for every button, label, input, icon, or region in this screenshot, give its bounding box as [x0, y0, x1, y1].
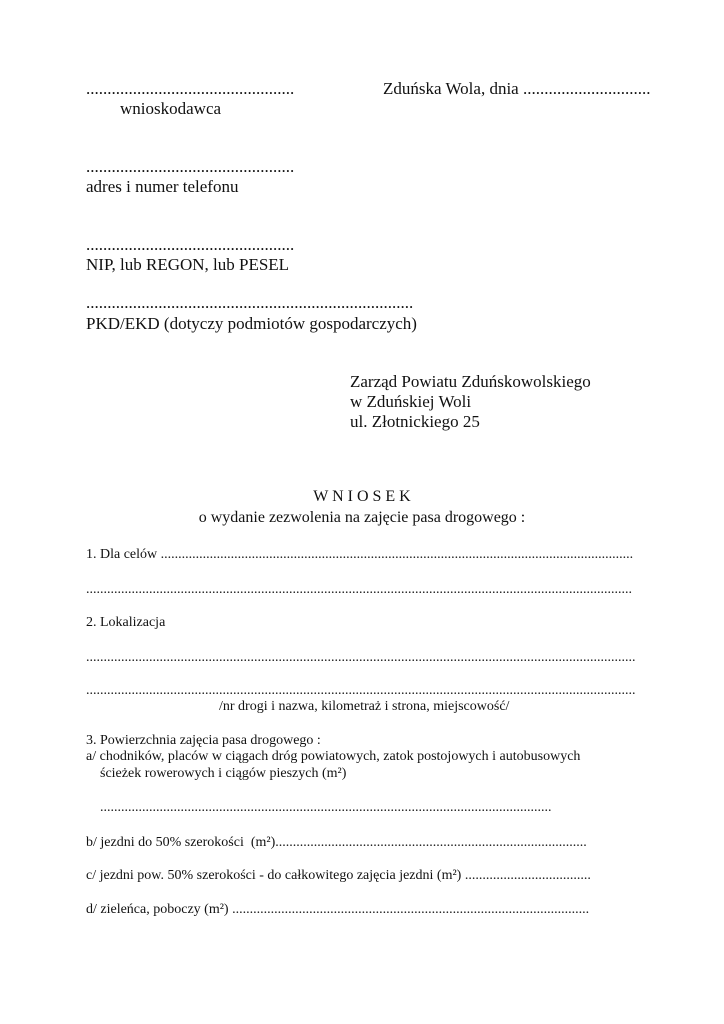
- applicant-dots: .................................................: [86, 79, 295, 98]
- section-3b-roadway: b/ jezdni do 50% szerokości (m²).........................................................................................: [86, 835, 587, 850]
- section-1-dots: ............................................................................................................................................................: [86, 582, 632, 597]
- section-2-caption: /nr drogi i nazwa, kilometraż i strona, miejscowość/: [219, 699, 510, 714]
- section-3c-roadway-full: c/ jezdni pow. 50% szerokości - do całkowitego zajęcia jezdni (m²) ....................................: [86, 868, 591, 883]
- document-subtitle: o wydanie zezwolenia na zajęcie pasa drogowego :: [198, 509, 526, 526]
- recipient-line-2: w Zduńskiej Woli: [350, 392, 472, 411]
- address-label: adres i numer telefonu: [86, 177, 239, 196]
- recipient-line-3: ul. Złotnickiego 25: [350, 412, 480, 431]
- section-2-location: 2. Lokalizacja: [86, 615, 166, 630]
- pkd-label: PKD/EKD (dotyczy podmiotów gospodarczych): [86, 314, 417, 333]
- nip-label: NIP, lub REGON, lub PESEL: [86, 255, 290, 274]
- section-1-purpose: 1. Dla celów .......................................................................................................................................: [86, 547, 634, 562]
- applicant-label: wnioskodawca: [120, 99, 222, 118]
- pkd-dots: .............................................................................: [86, 293, 414, 312]
- address-dots: .................................................: [86, 157, 295, 176]
- place-date: Zduńska Wola, dnia ..............................: [383, 79, 651, 98]
- section-3a-dots: .................................................................................................................................: [100, 800, 552, 815]
- section-3a-line-1: a/ chodników, placów w ciągach dróg powiatowych, zatok postojowych i autobusowych: [86, 749, 581, 764]
- recipient-line-1: Zarząd Powiatu Zduńskowolskiego: [350, 372, 591, 391]
- document-title: W N I O S E K: [313, 488, 411, 505]
- section-2-dots-2: .............................................................................................................................................................: [86, 683, 636, 698]
- section-3-area: 3. Powierzchnia zajęcia pasa drogowego :: [86, 733, 321, 748]
- nip-dots: .................................................: [86, 235, 295, 254]
- section-2-dots-1: .............................................................................................................................................................: [86, 650, 636, 665]
- section-3d-greenery: d/ zieleńca, poboczy (m²) ......................................................................................................: [86, 902, 590, 917]
- section-3a-line-2: ścieżek rowerowych i ciągów pieszych (m²): [100, 766, 347, 781]
